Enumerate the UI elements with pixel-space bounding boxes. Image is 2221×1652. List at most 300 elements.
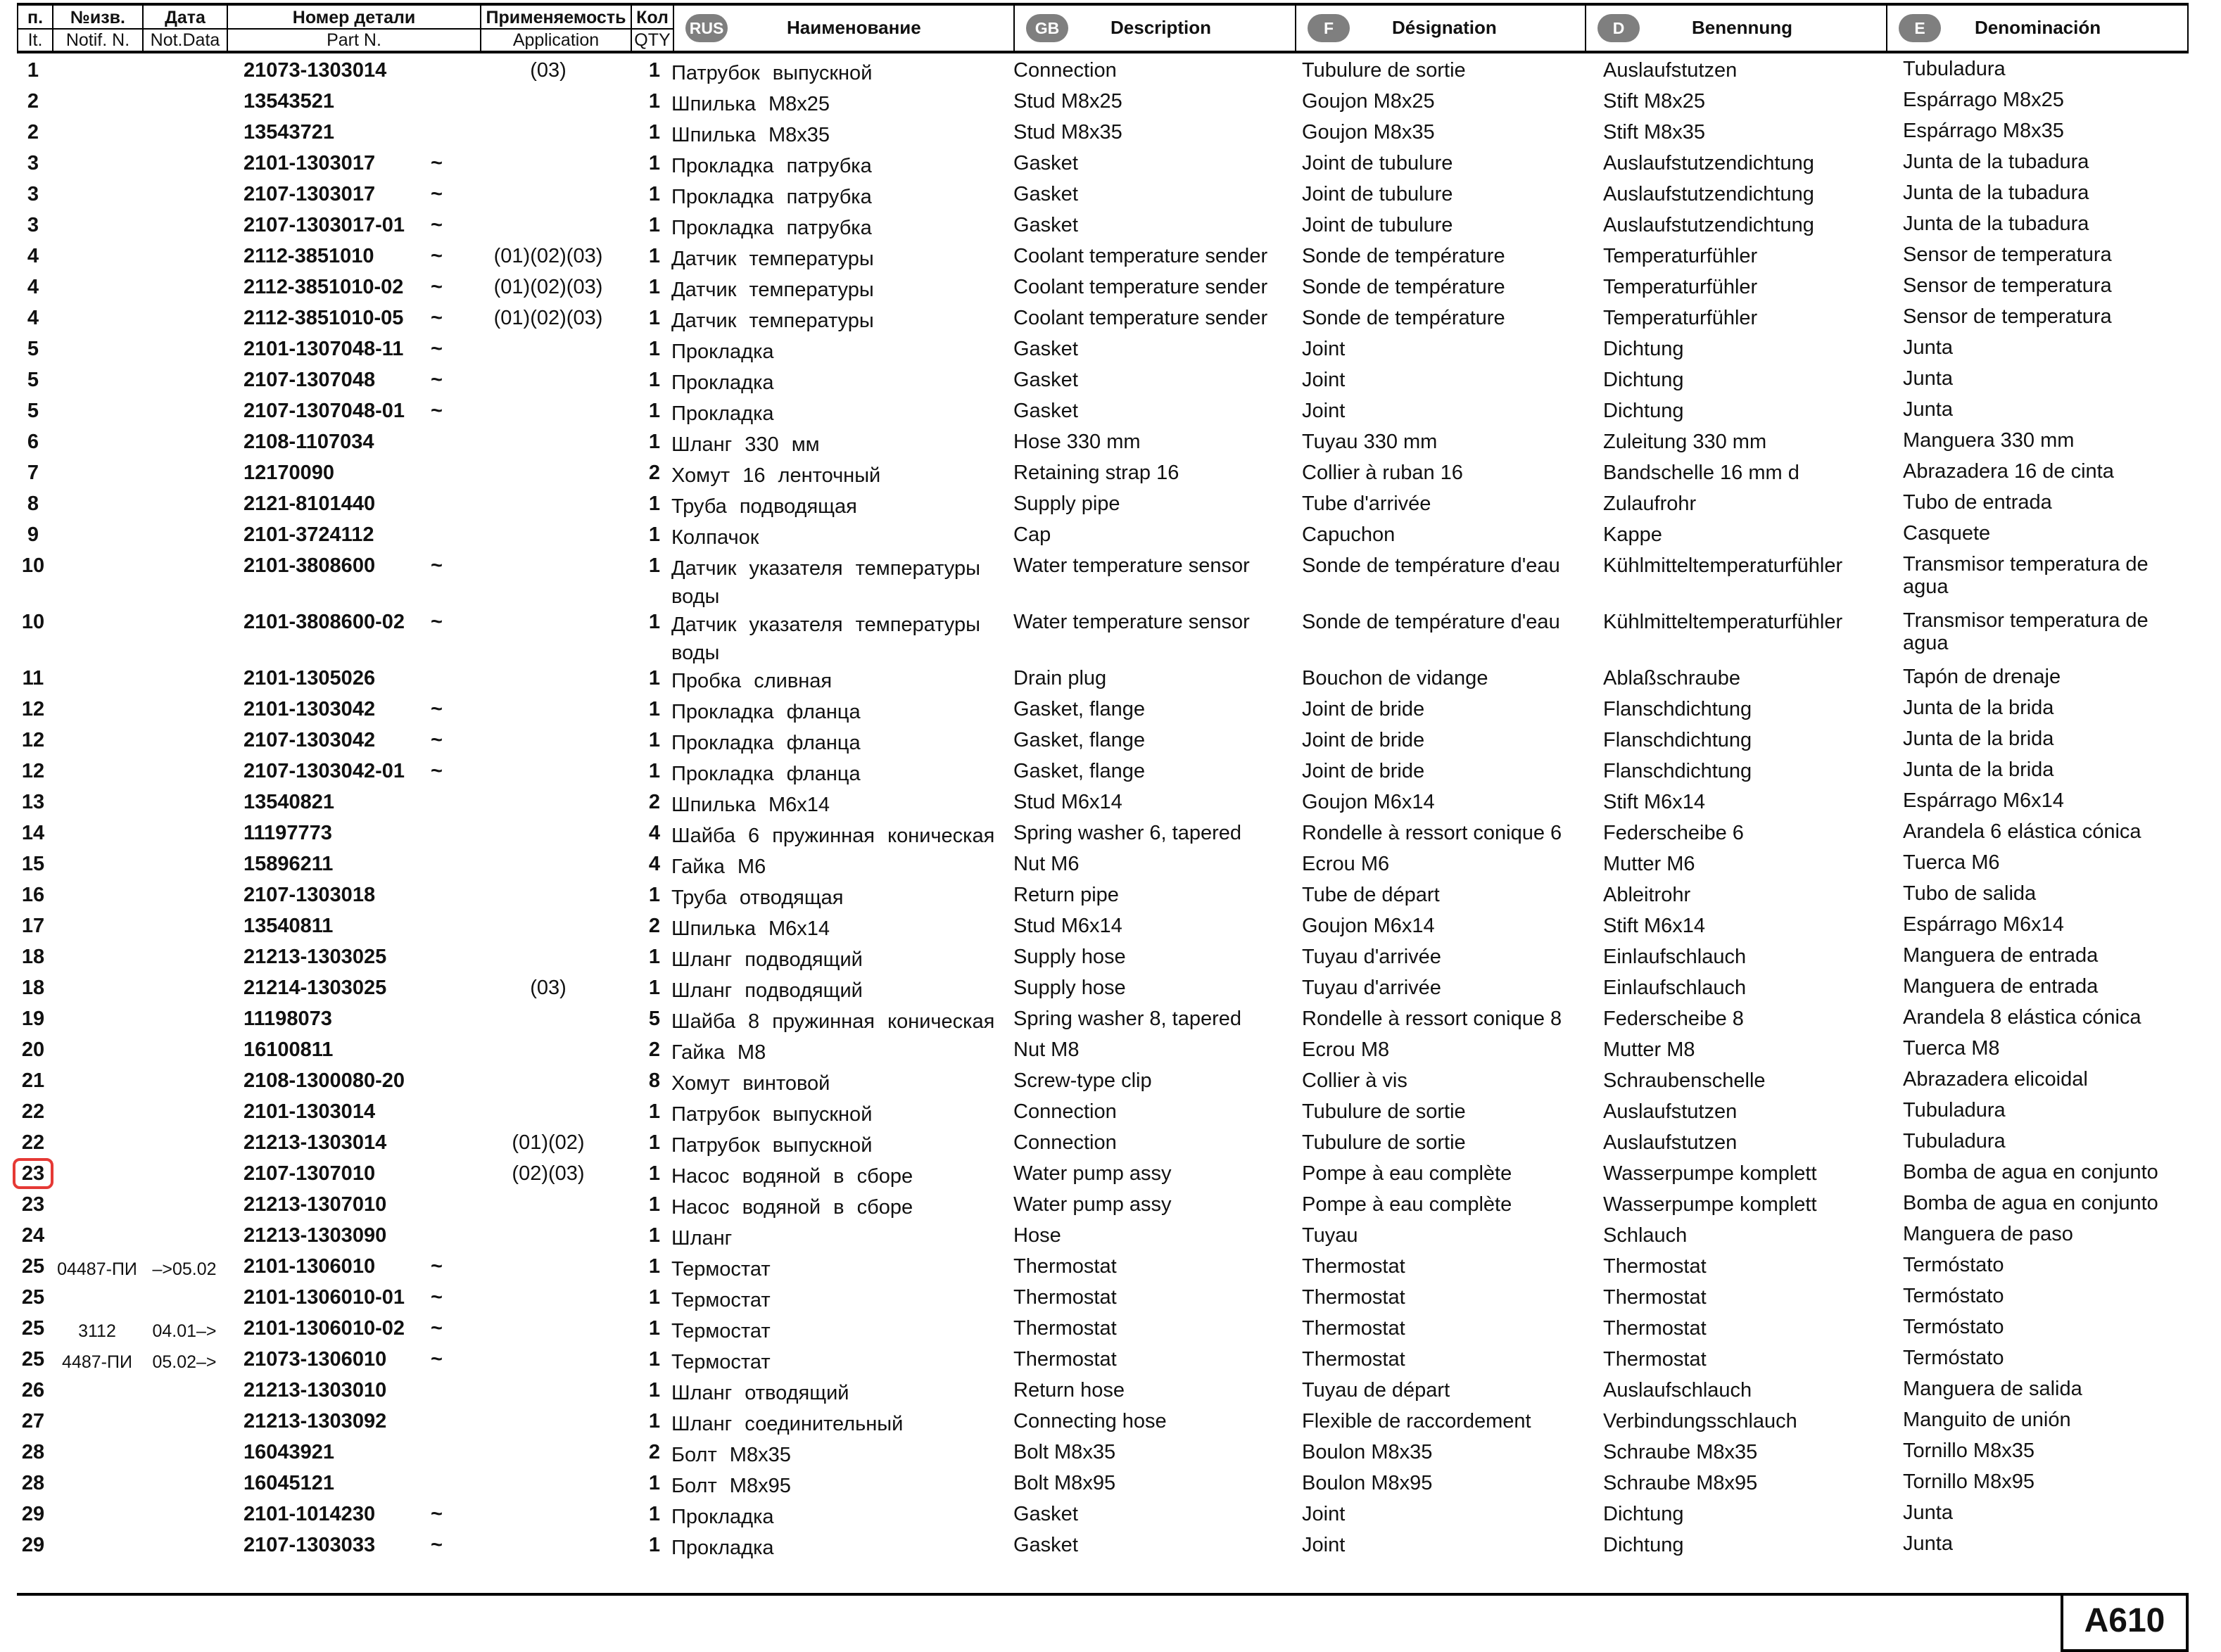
- benennung-de: Stift M8x35: [1603, 121, 1706, 144]
- part-number: 2108-1107034: [243, 431, 374, 453]
- item-number: 5: [27, 338, 39, 360]
- benennung-de: Dichtung: [1603, 1503, 1684, 1525]
- item-number: 15: [21, 853, 45, 875]
- header-notif-ru: №изв.: [70, 8, 125, 27]
- name-rus: Шпилька M6x14: [671, 794, 830, 816]
- name-rus: Хомут 16 ленточный: [671, 464, 881, 487]
- name-rus: Прокладка патрубка: [671, 217, 872, 239]
- designation-fr: Joint: [1302, 1534, 1346, 1556]
- item-number: 10: [21, 611, 45, 633]
- item-number: 2: [27, 90, 39, 113]
- part-number: 16100811: [243, 1038, 334, 1061]
- name-rus: Шпилька M8x35: [671, 124, 830, 146]
- variant-mark: ~: [431, 276, 443, 298]
- part-number: 21214-1303025: [243, 977, 387, 999]
- item-number: 3: [27, 183, 39, 205]
- description-gb: Stud M6x14: [1013, 915, 1122, 937]
- part-number: 21213-1303090: [243, 1224, 387, 1247]
- description-gb: Return pipe: [1013, 884, 1119, 906]
- name-rus: Термостат: [671, 1351, 771, 1373]
- header-item-en: It.: [27, 30, 43, 50]
- quantity: 1: [648, 121, 660, 144]
- variant-mark: ~: [431, 611, 443, 633]
- part-number: 2101-1303042: [243, 698, 376, 720]
- header-date-en: Not.Data: [150, 30, 220, 50]
- part-number: 2101-1014230: [243, 1503, 376, 1525]
- e-badge-icon: E: [1899, 14, 1941, 42]
- benennung-de: Flanschdichtung: [1603, 760, 1752, 782]
- benennung-de: Auslaufschlauch: [1603, 1379, 1752, 1402]
- header-part: [228, 6, 481, 51]
- part-number: 2101-1303014: [243, 1100, 376, 1123]
- benennung-de: Auslaufstutzendichtung: [1603, 214, 1814, 236]
- quantity: 1: [648, 400, 660, 422]
- description-gb: Coolant temperature sender: [1013, 276, 1268, 298]
- benennung-de: Dichtung: [1603, 369, 1684, 391]
- name-rus: Шпилька M6x14: [671, 917, 830, 940]
- item-number: 26: [21, 1379, 45, 1402]
- benennung-de: Schraube M8x35: [1603, 1441, 1758, 1463]
- item-number: 11: [22, 667, 44, 690]
- benennung-de: Kühlmitteltemperaturfühler: [1603, 611, 1843, 633]
- name-rus: Датчик температуры: [671, 279, 874, 301]
- benennung-de: Flanschdichtung: [1603, 698, 1752, 720]
- denominacion-es: Manguera de entrada: [1903, 975, 2099, 998]
- part-number: 2101-1306010: [243, 1255, 376, 1278]
- designation-fr: Goujon M6x14: [1302, 915, 1435, 937]
- denominacion-es: Tapón de drenaje: [1903, 666, 2061, 688]
- denominacion-es: Transmisor temperatura de agua: [1903, 553, 2149, 598]
- variant-mark: ~: [431, 729, 443, 751]
- designation-fr: Ecrou M6: [1302, 853, 1390, 875]
- description-gb: Supply pipe: [1013, 493, 1120, 515]
- part-number: 2108-1300080-20: [243, 1069, 405, 1092]
- item-number: 2: [27, 121, 39, 144]
- designation-fr: Rondelle à ressort conique 8: [1302, 1008, 1562, 1030]
- item-number: 25: [21, 1286, 45, 1309]
- benennung-de: Schraube M8x95: [1603, 1472, 1758, 1494]
- designation-fr: Goujon M8x35: [1302, 121, 1435, 144]
- quantity: 1: [648, 431, 660, 453]
- description-gb: Thermostat: [1013, 1317, 1117, 1340]
- denominacion-es: Tubo de salida: [1903, 882, 2037, 905]
- name-rus: Болт M8x35: [671, 1444, 791, 1466]
- variant-mark: ~: [431, 1255, 443, 1278]
- designation-fr: Joint: [1302, 338, 1346, 360]
- quantity: 1: [648, 884, 660, 906]
- designation-fr: Boulon M8x35: [1302, 1441, 1433, 1463]
- item-number: 23: [21, 1162, 45, 1185]
- item-number: 19: [21, 1008, 45, 1030]
- quantity: 1: [648, 1131, 660, 1154]
- part-number: 2107-1303042-01: [243, 760, 405, 782]
- part-number: 12170090: [243, 462, 335, 484]
- designation-fr: Joint de bride: [1302, 760, 1425, 782]
- quantity: 1: [648, 611, 660, 633]
- quantity: 2: [648, 1038, 660, 1061]
- item-number: 3: [27, 152, 39, 174]
- description-gb: Stud M8x35: [1013, 121, 1122, 144]
- designation-fr: Joint: [1302, 400, 1346, 422]
- name-rus: Термостат: [671, 1258, 771, 1281]
- part-number: 2112-3851010-02: [243, 276, 404, 298]
- benennung-de: Zuleitung 330 mm: [1603, 431, 1767, 453]
- item-number: 24: [21, 1224, 45, 1247]
- description-gb: Bolt M8x35: [1013, 1441, 1116, 1463]
- description-gb: Spring washer 8, tapered: [1013, 1008, 1242, 1030]
- description-gb: Connection: [1013, 1131, 1117, 1154]
- header-item-ru: п.: [27, 8, 44, 27]
- variant-mark: ~: [431, 338, 443, 360]
- benennung-de: Wasserpumpe komplett: [1603, 1193, 1817, 1216]
- designation-fr: Joint de bride: [1302, 698, 1425, 720]
- part-number: 2101-3808600: [243, 554, 376, 577]
- name-rus: Патрубок выпускной: [671, 1103, 873, 1126]
- quantity: 1: [648, 338, 660, 360]
- notification-number: 3112: [78, 1321, 116, 1341]
- description-gb: Connecting hose: [1013, 1410, 1167, 1432]
- header-lang-title: Description: [1110, 17, 1212, 38]
- variant-mark: ~: [431, 1286, 443, 1309]
- variant-mark: ~: [431, 214, 443, 236]
- designation-fr: Joint: [1302, 369, 1346, 391]
- variant-mark: ~: [431, 400, 443, 422]
- gb-badge-icon: GB: [1026, 14, 1068, 42]
- header-lang-es: [1887, 6, 2187, 51]
- designation-fr: Thermostat: [1302, 1255, 1405, 1278]
- description-gb: Retaining strap 16: [1013, 462, 1179, 484]
- quantity: 1: [648, 1503, 660, 1525]
- part-number: 2101-1306010-02: [243, 1317, 405, 1340]
- header-lang-rus: [674, 6, 1015, 51]
- designation-fr: Joint de tubulure: [1302, 214, 1453, 236]
- denominacion-es: Junta: [1903, 1532, 1953, 1555]
- description-gb: Connection: [1013, 1100, 1117, 1123]
- benennung-de: Auslaufstutzendichtung: [1603, 152, 1814, 174]
- name-rus: Прокладка патрубка: [671, 186, 872, 208]
- denominacion-es: Espárrago M6x14: [1903, 789, 2064, 812]
- description-gb: Spring washer 6, tapered: [1013, 822, 1242, 844]
- designation-fr: Thermostat: [1302, 1348, 1405, 1371]
- benennung-de: Thermostat: [1603, 1255, 1707, 1278]
- description-gb: Gasket: [1013, 400, 1078, 422]
- notification-date: –>05.02: [152, 1259, 217, 1279]
- item-number: 14: [21, 822, 45, 844]
- designation-fr: Tubulure de sortie: [1302, 1100, 1466, 1123]
- header-lang-fr: [1296, 6, 1586, 51]
- header-date: [144, 6, 228, 51]
- name-rus: Датчик указателя температуры воды: [671, 614, 980, 664]
- quantity: 1: [648, 1348, 660, 1371]
- header-app-en: Application: [512, 30, 600, 50]
- quantity: 1: [648, 369, 660, 391]
- name-rus: Термостат: [671, 1320, 771, 1342]
- quantity: 1: [648, 946, 660, 968]
- item-number: 12: [21, 729, 45, 751]
- denominacion-es: Manguera de entrada: [1903, 944, 2099, 967]
- benennung-de: Verbindungsschlauch: [1603, 1410, 1797, 1432]
- quantity: 1: [648, 1100, 660, 1123]
- name-rus: Шланг 330 мм: [671, 433, 820, 456]
- item-number: 9: [27, 523, 39, 546]
- quantity: 1: [648, 59, 660, 82]
- description-gb: Hose 330 mm: [1013, 431, 1141, 453]
- benennung-de: Schlauch: [1603, 1224, 1688, 1247]
- notification-date: 04.01–>: [152, 1321, 217, 1341]
- part-number: 2121-8101440: [243, 493, 376, 515]
- quantity: 1: [648, 214, 660, 236]
- designation-fr: Tubulure de sortie: [1302, 1131, 1466, 1154]
- description-gb: Connection: [1013, 59, 1117, 82]
- header-date-ru: Дата: [165, 8, 205, 27]
- description-gb: Gasket: [1013, 338, 1078, 360]
- quantity: 1: [648, 1472, 660, 1494]
- description-gb: Stud M8x25: [1013, 90, 1122, 113]
- denominacion-es: Sensor de temperatura: [1903, 305, 2112, 328]
- benennung-de: Einlaufschlauch: [1603, 977, 1747, 999]
- header-qty-en: QTY: [634, 30, 671, 50]
- quantity: 1: [648, 90, 660, 113]
- benennung-de: Flanschdichtung: [1603, 729, 1752, 751]
- item-number: 8: [27, 493, 39, 515]
- part-number: 2101-1303017: [243, 152, 376, 174]
- designation-fr: Tuyau 330 mm: [1302, 431, 1438, 453]
- name-rus: Хомут винтовой: [671, 1072, 830, 1095]
- item-number: 22: [21, 1131, 45, 1154]
- quantity: 1: [648, 493, 660, 515]
- part-number: 2112-3851010: [243, 245, 374, 267]
- name-rus: Гайка M8: [671, 1041, 766, 1064]
- designation-fr: Sonde de température: [1302, 276, 1505, 298]
- description-gb: Hose: [1013, 1224, 1061, 1247]
- description-gb: Water pump assy: [1013, 1193, 1172, 1216]
- benennung-de: Stift M6x14: [1603, 791, 1706, 813]
- item-number: 25: [21, 1255, 45, 1278]
- denominacion-es: Bomba de agua en conjunto: [1903, 1161, 2158, 1183]
- quantity: 2: [648, 915, 660, 937]
- denominacion-es: Junta de la tubadura: [1903, 151, 2089, 173]
- application-code: (01)(02)(03): [493, 307, 603, 329]
- benennung-de: Temperaturfühler: [1603, 276, 1758, 298]
- header-app-ru: Применяемость: [486, 8, 626, 27]
- name-rus: Шайба 6 пружинная коническая: [671, 825, 995, 847]
- part-number: 16043921: [243, 1441, 335, 1463]
- name-rus: Шланг отводящий: [671, 1382, 849, 1404]
- header-part-en: Part N.: [327, 30, 381, 50]
- benennung-de: Auslaufstutzendichtung: [1603, 183, 1814, 205]
- name-rus: Шланг подводящий: [671, 948, 863, 971]
- item-number: 28: [21, 1441, 45, 1463]
- quantity: 1: [648, 729, 660, 751]
- part-number: 13543521: [243, 90, 335, 113]
- variant-mark: ~: [431, 1317, 443, 1340]
- d-badge-icon: D: [1597, 14, 1640, 42]
- designation-fr: Boulon M8x95: [1302, 1472, 1433, 1494]
- designation-fr: Bouchon de vidange: [1302, 667, 1488, 690]
- application-code: (02)(03): [512, 1162, 585, 1185]
- benennung-de: Ableitrohr: [1603, 884, 1691, 906]
- header-lang-gb: [1015, 6, 1296, 51]
- quantity: 1: [648, 667, 660, 690]
- notification-date: 05.02–>: [152, 1352, 217, 1372]
- denominacion-es: Tuerca M8: [1903, 1037, 2000, 1060]
- denominacion-es: Tornillo M8x95: [1903, 1470, 2035, 1493]
- denominacion-es: Junta: [1903, 367, 1953, 390]
- item-number: 7: [27, 462, 39, 484]
- name-rus: Прокладка фланца: [671, 701, 861, 723]
- quantity: 5: [648, 1008, 660, 1030]
- header-qty-ru: Кол: [636, 8, 669, 27]
- part-number: 2101-1307048-11: [243, 338, 404, 360]
- item-number: 12: [21, 698, 45, 720]
- denominacion-es: Junta: [1903, 398, 1953, 421]
- designation-fr: Joint de tubulure: [1302, 152, 1453, 174]
- denominacion-es: Abrazadera 16 de cinta: [1903, 460, 2114, 483]
- designation-fr: Thermostat: [1302, 1286, 1405, 1309]
- denominacion-es: Termóstato: [1903, 1285, 2004, 1307]
- name-rus: Гайка M6: [671, 856, 766, 878]
- part-number: 21213-1307010: [243, 1193, 387, 1216]
- variant-mark: ~: [431, 554, 443, 577]
- item-number: 5: [27, 369, 39, 391]
- benennung-de: Dichtung: [1603, 338, 1684, 360]
- benennung-de: Zulaufrohr: [1603, 493, 1697, 515]
- denominacion-es: Arandela 6 elástica cónica: [1903, 820, 2141, 843]
- item-number: 5: [27, 400, 39, 422]
- variant-mark: ~: [431, 369, 443, 391]
- denominacion-es: Tubuladura: [1903, 1099, 2006, 1122]
- item-number: 20: [21, 1038, 45, 1061]
- part-number: 2112-3851010-05: [243, 307, 404, 329]
- header-item: [18, 6, 53, 51]
- item-number: 23: [21, 1193, 45, 1216]
- benennung-de: Thermostat: [1603, 1348, 1707, 1371]
- benennung-de: Thermostat: [1603, 1317, 1707, 1340]
- item-number: 18: [21, 946, 45, 968]
- description-gb: Cap: [1013, 523, 1051, 546]
- benennung-de: Dichtung: [1603, 400, 1684, 422]
- quantity: 4: [648, 853, 660, 875]
- name-rus: Шпилька M8x25: [671, 93, 830, 115]
- benennung-de: Auslaufstutzen: [1603, 59, 1738, 82]
- description-gb: Water pump assy: [1013, 1162, 1172, 1185]
- header-lang-title: Benennung: [1692, 17, 1792, 38]
- quantity: 4: [648, 822, 660, 844]
- item-number: 22: [21, 1100, 45, 1123]
- denominacion-es: Sensor de temperatura: [1903, 274, 2112, 297]
- item-number: 18: [21, 977, 45, 999]
- designation-fr: Joint de tubulure: [1302, 183, 1453, 205]
- part-number: 2101-1306010-01: [243, 1286, 405, 1309]
- designation-fr: Sonde de température d'eau: [1302, 611, 1560, 633]
- description-gb: Water temperature sensor: [1013, 611, 1250, 633]
- denominacion-es: Termóstato: [1903, 1254, 2004, 1276]
- part-number: 2107-1303017: [243, 183, 376, 205]
- benennung-de: Ablaßschraube: [1603, 667, 1741, 690]
- part-number: 16045121: [243, 1472, 335, 1494]
- variant-mark: ~: [431, 152, 443, 174]
- header-notif-en: Notif. N.: [65, 30, 130, 50]
- description-gb: Gasket, flange: [1013, 760, 1145, 782]
- description-gb: Bolt M8x95: [1013, 1472, 1116, 1494]
- header-application: [481, 6, 632, 51]
- item-number: 4: [27, 245, 39, 267]
- benennung-de: Schraubenschelle: [1603, 1069, 1766, 1092]
- description-gb: Gasket: [1013, 1503, 1078, 1525]
- denominacion-es: Casquete: [1903, 522, 1991, 545]
- part-number: 21073-1303014: [243, 59, 387, 82]
- part-number: 21213-1303025: [243, 946, 387, 968]
- designation-fr: Tubulure de sortie: [1302, 59, 1466, 82]
- designation-fr: Rondelle à ressort conique 6: [1302, 822, 1562, 844]
- part-number: 2101-3808600-02: [243, 611, 405, 633]
- denominacion-es: Tubo de entrada: [1903, 491, 2052, 514]
- quantity: 2: [648, 462, 660, 484]
- denominacion-es: Tubuladura: [1903, 1130, 2006, 1152]
- quantity: 1: [648, 1286, 660, 1309]
- description-gb: Supply hose: [1013, 977, 1126, 999]
- name-rus: Шайба 8 пружинная коническая: [671, 1010, 995, 1033]
- quantity: 1: [648, 276, 660, 298]
- benennung-de: Mutter M6: [1603, 853, 1695, 875]
- designation-fr: Capuchon: [1302, 523, 1396, 546]
- part-number: 11198073: [243, 1008, 332, 1030]
- denominacion-es: Termóstato: [1903, 1347, 2004, 1369]
- benennung-de: Dichtung: [1603, 1534, 1684, 1556]
- denominacion-es: Sensor de temperatura: [1903, 243, 2112, 266]
- benennung-de: Temperaturfühler: [1603, 245, 1758, 267]
- part-number: 15896211: [243, 853, 334, 875]
- name-rus: Датчик температуры: [671, 248, 874, 270]
- benennung-de: Wasserpumpe komplett: [1603, 1162, 1817, 1185]
- variant-mark: ~: [431, 760, 443, 782]
- variant-mark: ~: [431, 1503, 443, 1525]
- part-number: 13543721: [243, 121, 335, 144]
- denominacion-es: Espárrago M8x35: [1903, 120, 2064, 142]
- header-lang-title: Denominación: [1975, 17, 2101, 38]
- bottom-rule: [17, 1593, 2189, 1596]
- description-gb: Gasket: [1013, 183, 1078, 205]
- denominacion-es: Transmisor temperatura de agua: [1903, 609, 2149, 654]
- item-number: 4: [27, 307, 39, 329]
- name-rus: Прокладка фланца: [671, 763, 861, 785]
- application-code: (01)(02)(03): [493, 245, 603, 267]
- denominacion-es: Junta de la tubadura: [1903, 182, 2089, 204]
- variant-mark: ~: [431, 698, 443, 720]
- designation-fr: Collier à vis: [1302, 1069, 1407, 1092]
- name-rus: Прокладка: [671, 341, 774, 363]
- name-rus: Насос водяной в сборе: [671, 1165, 913, 1188]
- denominacion-es: Bomba de agua en conjunto: [1903, 1192, 2158, 1214]
- part-number: 2107-1303033: [243, 1534, 376, 1556]
- quantity: 8: [648, 1069, 660, 1092]
- benennung-de: Stift M8x25: [1603, 90, 1706, 113]
- variant-mark: ~: [431, 245, 443, 267]
- benennung-de: Auslaufstutzen: [1603, 1100, 1738, 1123]
- denominacion-es: Junta: [1903, 1501, 1953, 1524]
- benennung-de: Temperaturfühler: [1603, 307, 1758, 329]
- quantity: 1: [648, 1379, 660, 1402]
- application-code: (01)(02): [512, 1131, 585, 1154]
- quantity: 2: [648, 791, 660, 813]
- name-rus: Датчик температуры: [671, 310, 874, 332]
- description-gb: Thermostat: [1013, 1255, 1117, 1278]
- name-rus: Прокладка: [671, 1506, 774, 1528]
- benennung-de: Bandschelle 16 mm d: [1603, 462, 1799, 484]
- denominacion-es: Manguera de salida: [1903, 1378, 2082, 1400]
- designation-fr: Goujon M8x25: [1302, 90, 1435, 113]
- part-number: 2107-1303042: [243, 729, 376, 751]
